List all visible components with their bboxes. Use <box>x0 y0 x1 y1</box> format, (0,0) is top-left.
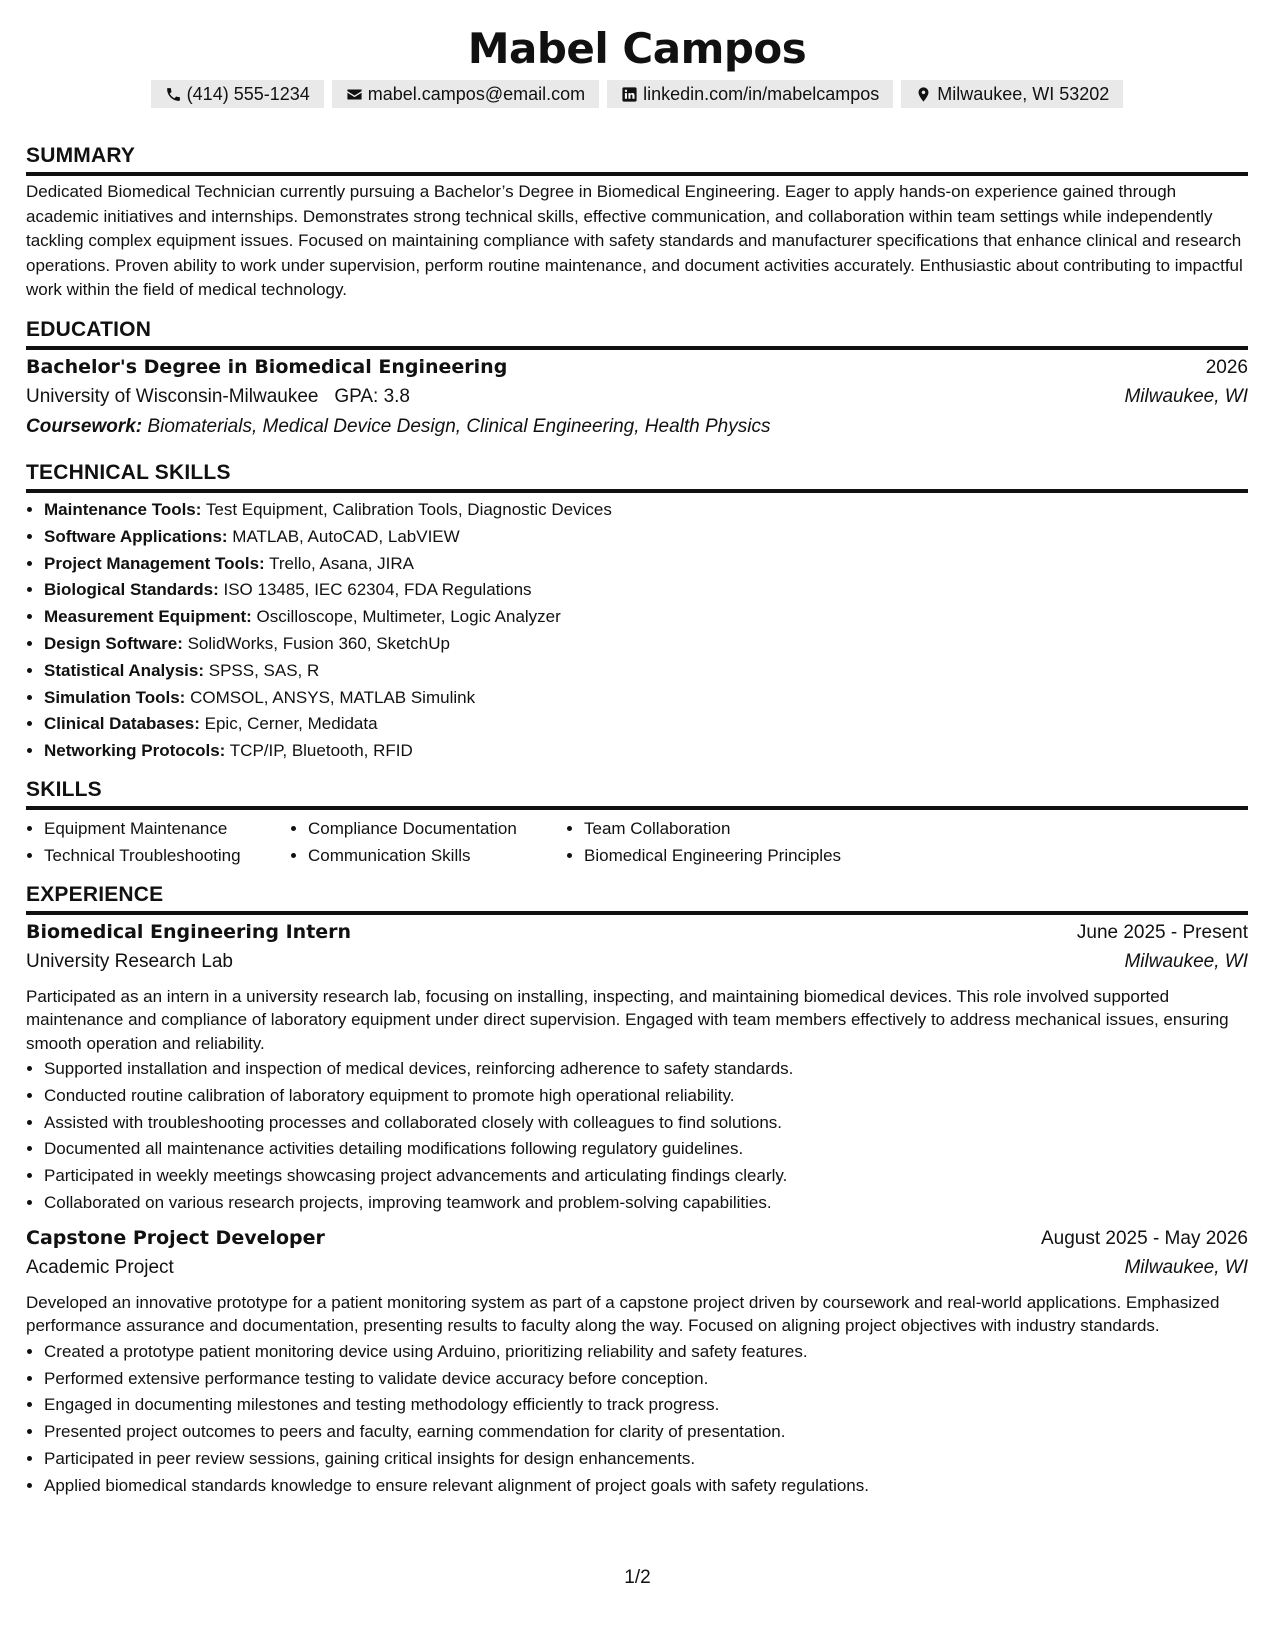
list-item: • Created a prototype patient monitoring device using Arduino, prioritizing reliability and safety features. <box>44 1339 1248 1366</box>
list-item: • Applied biomedical standards knowledge to ensure relevant alignment of project goals with safety regulations. <box>44 1473 1248 1500</box>
job-org-row <box>26 1257 1248 1287</box>
list-item <box>44 551 1248 578</box>
school-location: Milwaukee, WI <box>1124 385 1248 407</box>
contact-phone[interactable] <box>151 80 324 108</box>
skills-column-2 <box>290 816 566 870</box>
contact-email[interactable] <box>332 80 599 108</box>
envelope-icon <box>346 86 363 103</box>
list-item <box>44 738 1248 765</box>
list-item: • Supported installation and inspection of medical devices, reinforcing adherence to safety standards. <box>44 1056 1248 1083</box>
job-entry <box>26 921 1248 1217</box>
list-item <box>44 711 1248 738</box>
job-bullets <box>26 1339 1248 1500</box>
job-title-row <box>26 1227 1248 1257</box>
experience-heading: EXPERIENCE <box>26 882 1248 915</box>
job-location: Milwaukee, WI <box>1124 1256 1248 1278</box>
job-org: University Research Lab <box>26 950 233 972</box>
list-item <box>44 604 1248 631</box>
school-line <box>26 386 410 408</box>
list-item <box>44 497 1248 524</box>
degree-title: Bachelor's Degree in Biomedical Engineering <box>26 355 508 378</box>
contact-location <box>901 80 1123 108</box>
list-item: • Technical Troubleshooting <box>44 843 290 870</box>
skills-column-3 <box>566 816 841 870</box>
list-item: • Communication Skills <box>308 843 566 870</box>
email-text: mabel.campos@email.com <box>367 84 586 104</box>
skill-label: Simulation Tools: <box>44 687 186 707</box>
job-org: Academic Project <box>26 1256 174 1278</box>
candidate-name: Mabel Campos <box>467 24 807 73</box>
skill-value: SolidWorks, Fusion 360, SketchUp <box>187 633 450 653</box>
skills-section <box>26 777 1248 870</box>
skill-value: TCP/IP, Bluetooth, RFID <box>229 741 413 761</box>
resume-page <box>26 0 1248 1500</box>
contact-bar <box>26 80 1248 108</box>
skill-value: ISO 13485, IEC 62304, FDA Regulations <box>223 580 532 600</box>
education-school-row <box>26 386 1248 416</box>
list-item: • Presented project outcomes to peers and faculty, earning commendation for clarity of presentation. <box>44 1419 1248 1446</box>
skill-label: Project Management Tools: <box>44 553 265 573</box>
skill-value: MATLAB, AutoCAD, LabVIEW <box>232 526 460 546</box>
skill-value: Test Equipment, Calibration Tools, Diagnostic Devices <box>205 499 612 519</box>
skill-label: Clinical Databases: <box>44 714 200 734</box>
linkedin-text: linkedin.com/in/mabelcampos <box>643 84 880 104</box>
map-pin-icon <box>915 86 932 103</box>
skill-label: Design Software: <box>44 633 183 653</box>
job-bullets <box>26 1056 1248 1217</box>
graduation-year: 2026 <box>1205 356 1248 378</box>
coursework-label: Coursework: <box>26 415 143 437</box>
list-item <box>44 524 1248 551</box>
job-title: Biomedical Engineering Intern <box>26 920 352 943</box>
education-heading: EDUCATION <box>26 317 1248 350</box>
skills-columns <box>26 816 1248 870</box>
gpa: GPA: 3.8 <box>334 385 410 407</box>
location-text: Milwaukee, WI 53202 <box>937 84 1110 104</box>
technical-skills-list <box>26 497 1248 765</box>
list-item: • Participated in peer review sessions, gaining critical insights for design enhancements. <box>44 1446 1248 1473</box>
list-item: • Documented all maintenance activities detailing modifications following regulatory guidelines. <box>44 1136 1248 1163</box>
skill-value: COMSOL, ANSYS, MATLAB Simulink <box>190 687 476 707</box>
technical-skills-section <box>26 460 1248 765</box>
skill-value: Trello, Asana, JIRA <box>269 553 415 573</box>
list-item: • Engaged in documenting milestones and testing methodology efficiently to track progress. <box>44 1392 1248 1419</box>
list-item: • Performed extensive performance testing to validate device accuracy before conception. <box>44 1366 1248 1393</box>
skill-label: Maintenance Tools: <box>44 499 202 519</box>
job-entry <box>26 1227 1248 1500</box>
job-description: Participated as an intern in a university research lab, focusing on installing, inspecting, and maintaining biomedical devices. This role involved supported maintenance and compliance of laboratory equipment under direct supervision. Engaged with team members effectively to address mechanical issues, ensuring smooth operation and reliability. <box>26 986 1229 1053</box>
list-item <box>44 685 1248 712</box>
job-dates: August 2025 - May 2026 <box>1040 1227 1248 1249</box>
coursework-list: Biomaterials, Medical Device Design, Clinical Engineering, Health Physics <box>147 415 771 437</box>
linkedin-icon <box>621 86 638 103</box>
school-name: University of Wisconsin-Milwaukee <box>26 385 319 407</box>
skills-column-1 <box>26 816 290 870</box>
contact-linkedin[interactable] <box>607 80 893 108</box>
skill-label: Statistical Analysis: <box>44 660 204 680</box>
list-item <box>44 631 1248 658</box>
phone-icon <box>165 86 182 103</box>
job-title: Capstone Project Developer <box>26 1226 325 1249</box>
summary-heading: SUMMARY <box>26 143 1248 176</box>
education-section <box>26 317 1248 446</box>
list-item: • Collaborated on various research projects, improving teamwork and problem-solving capabilities. <box>44 1190 1248 1217</box>
skill-label: Measurement Equipment: <box>44 607 252 627</box>
skill-value: SPSS, SAS, R <box>208 660 320 680</box>
job-title-row <box>26 921 1248 951</box>
list-item <box>44 577 1248 604</box>
list-item <box>44 658 1248 685</box>
phone-text: (414) 555-1234 <box>186 84 310 104</box>
list-item: • Conducted routine calibration of laboratory equipment to promote high operational reliability. <box>44 1083 1248 1110</box>
summary-text: Dedicated Biomedical Technician currently pursuing a Bachelor’s Degree in Biomedical Engineering. Eager to apply hands-on experience gained through academic initiatives and internships. Demonstrates strong technical skills, effective communication, and collaboration within team settings while independently tackling complex equipment issues. Focused on maintaining compliance with safety standards and manufacturer specifications that enhance clinical and research operations. Proven ability to work under supervision, perform routine maintenance, and document activities accurately. Enthusiastic about contributing to impactful work within the field of medical technology. <box>26 182 1243 300</box>
list-item: • Team Collaboration <box>584 816 841 843</box>
list-item: • Participated in weekly meetings showcasing project advancements and articulating findings clearly. <box>44 1163 1248 1190</box>
skill-label: Software Applications: <box>44 526 228 546</box>
list-item: • Biomedical Engineering Principles <box>584 843 841 870</box>
education-title-row <box>26 356 1248 386</box>
list-item: • Compliance Documentation <box>308 816 566 843</box>
page-number: 1/2 <box>624 1567 651 1588</box>
job-org-row <box>26 951 1248 981</box>
job-dates: June 2025 - Present <box>1076 921 1248 943</box>
summary-section <box>26 143 1248 303</box>
coursework-line <box>26 416 1248 446</box>
technical-skills-heading: TECHNICAL SKILLS <box>26 460 1248 493</box>
skill-value: Oscilloscope, Multimeter, Logic Analyzer <box>256 607 561 627</box>
list-item: • Equipment Maintenance <box>44 816 290 843</box>
list-item: • Assisted with troubleshooting processes and collaborated closely with colleagues to find solutions. <box>44 1110 1248 1137</box>
skills-heading: SKILLS <box>26 777 1248 810</box>
job-description: Developed an innovative prototype for a patient monitoring system as part of a capstone project driven by coursework and real-world applications. Emphasized performance assurance and documentation, presenting results to faculty along the way. Focused on aligning project objectives with industry standards. <box>26 1292 1220 1336</box>
skill-label: Networking Protocols: <box>44 741 226 761</box>
skill-label: Biological Standards: <box>44 580 219 600</box>
skill-value: Epic, Cerner, Medidata <box>204 714 378 734</box>
experience-section <box>26 882 1248 1500</box>
job-location: Milwaukee, WI <box>1124 950 1248 972</box>
